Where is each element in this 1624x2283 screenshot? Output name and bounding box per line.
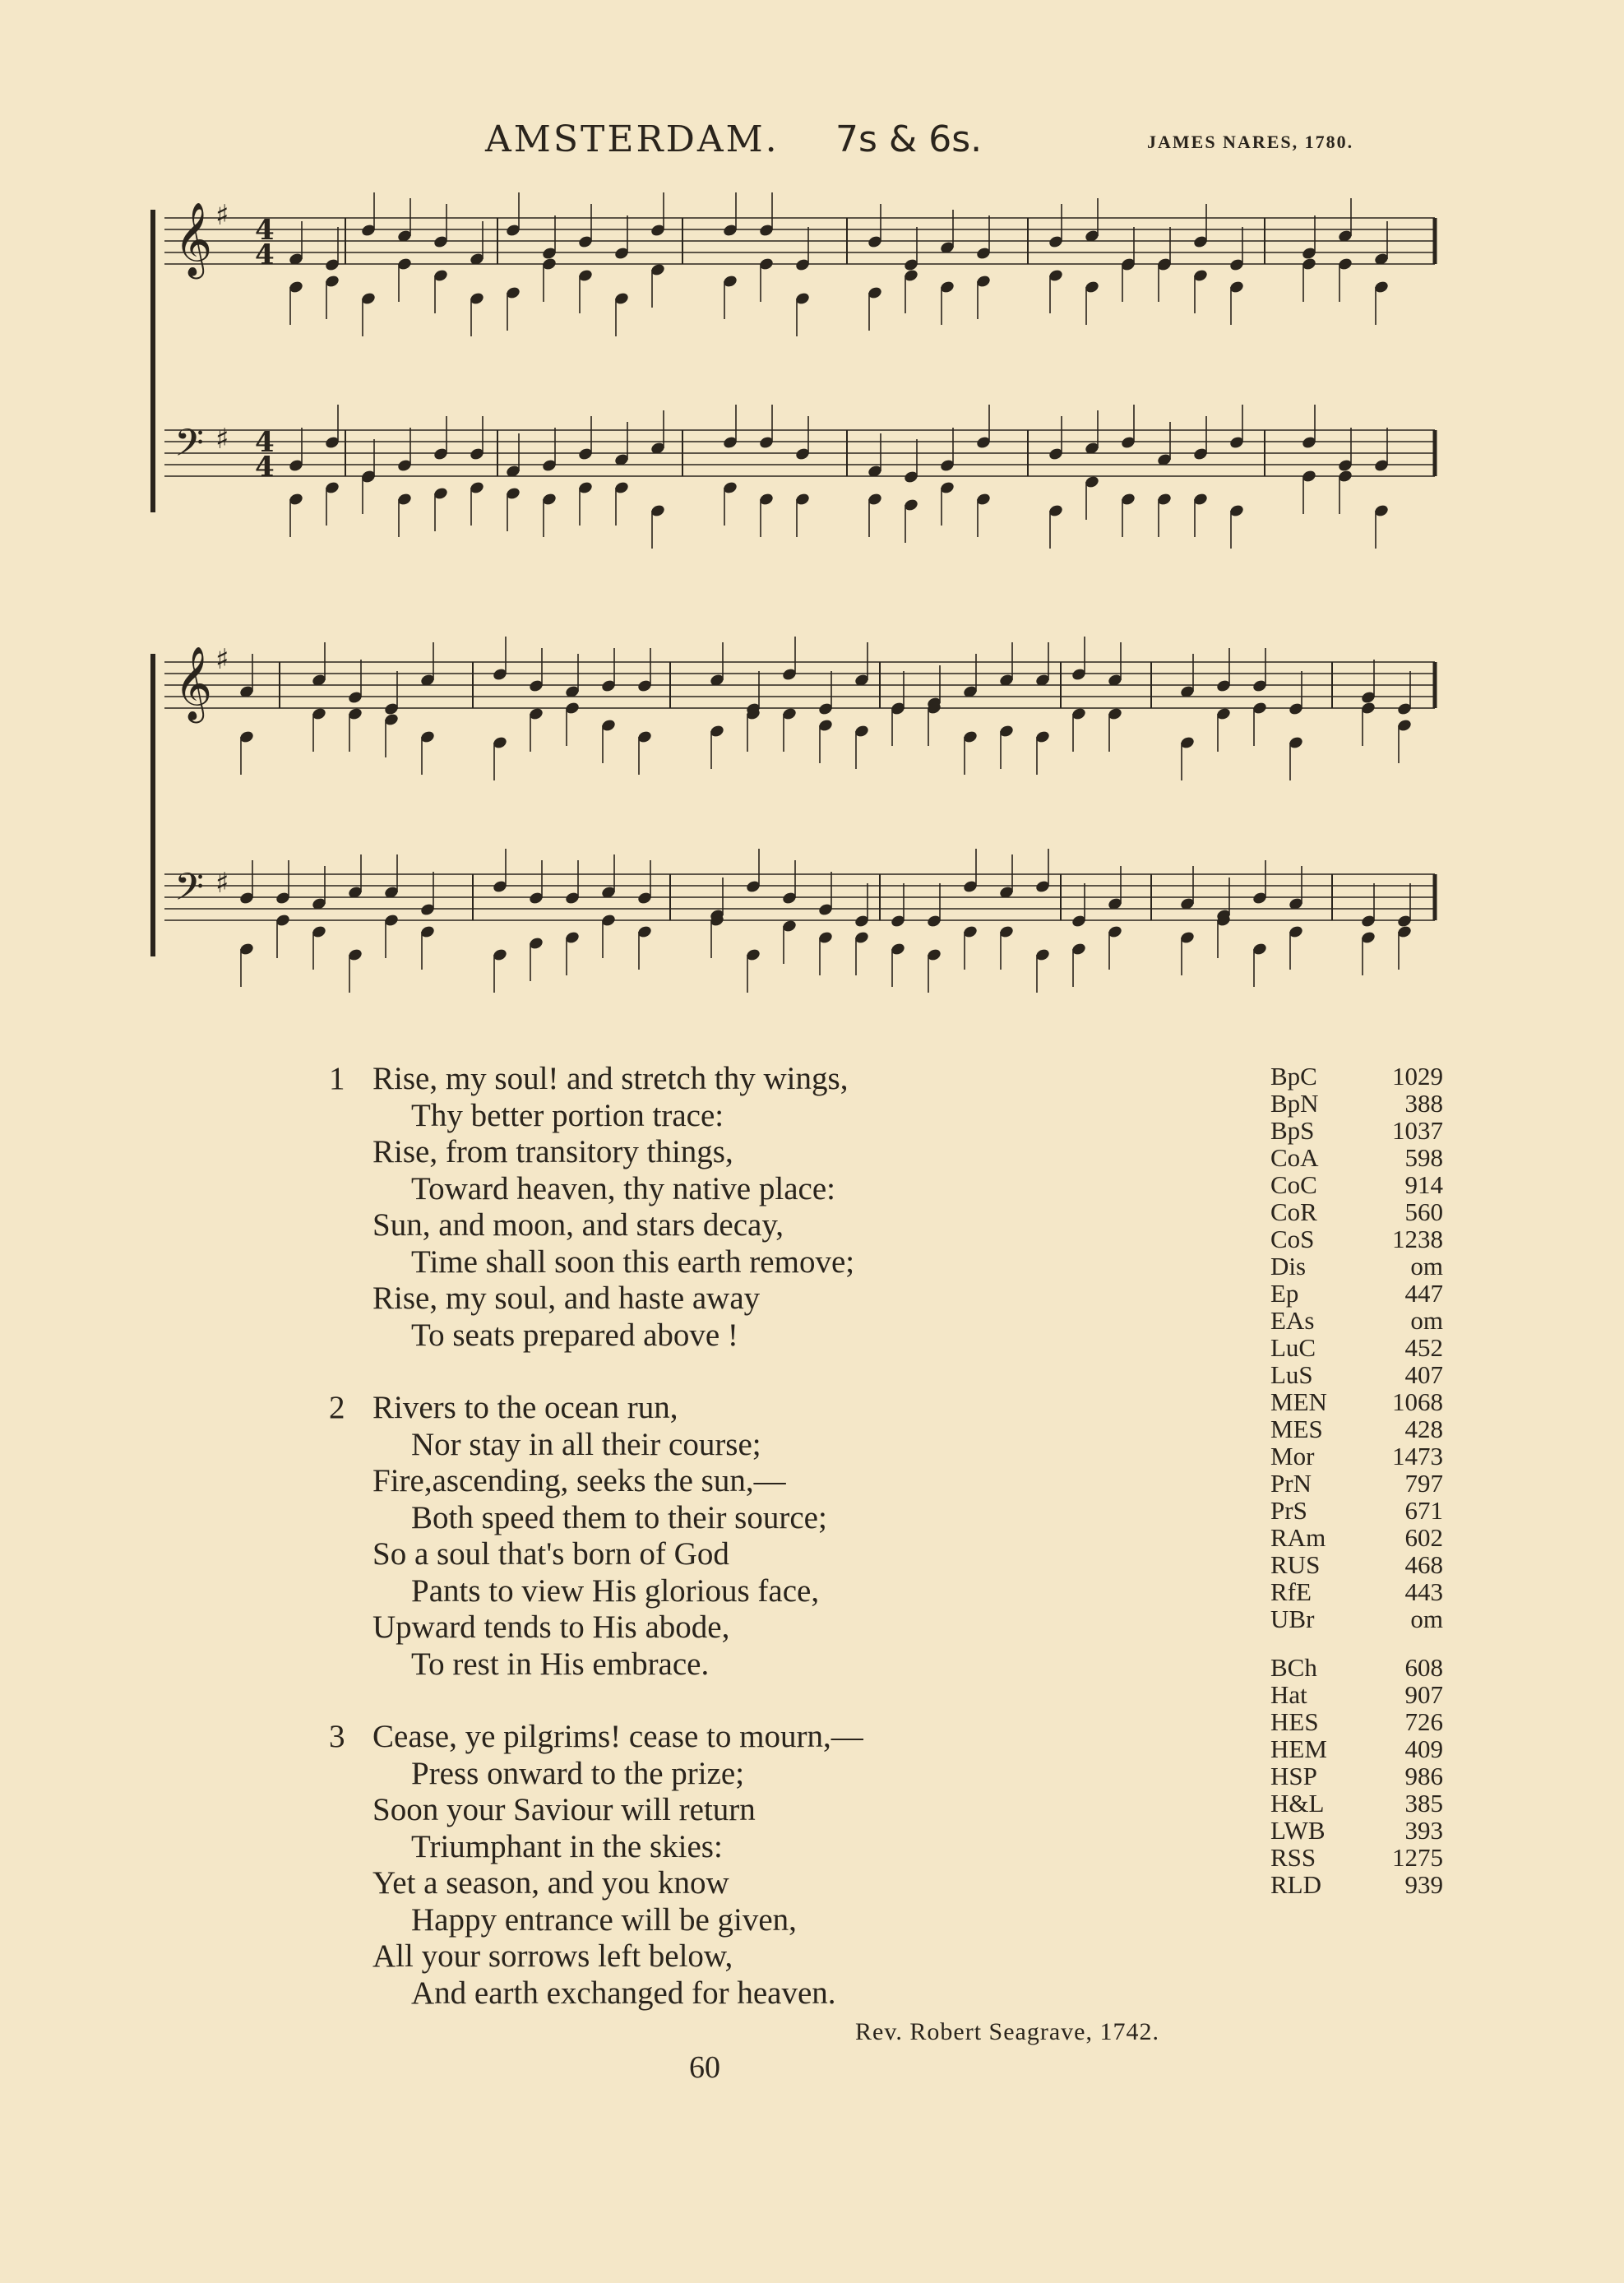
time-signature: 4 [255,426,275,459]
time-signature: 4 [255,238,275,271]
sharp-icon: ♯ [215,643,229,676]
reference-row [1270,1090,1443,1117]
reference-row [1270,1144,1443,1171]
hymn-author: Rev. Robert Seagrave, 1742. [855,2018,1159,2045]
verse-text: Yet a season, and you know [372,1865,729,1901]
bass-clef-icon: 𝄢 [174,865,205,919]
reference-book: LWB [1270,1816,1326,1845]
reference-gap [1270,1632,1443,1654]
reference-number: 598 [1404,1143,1443,1172]
reference-number: 385 [1404,1789,1443,1818]
time-signature: 4 [255,451,275,484]
reference-book: Dis [1270,1252,1307,1280]
reference-book: BpS [1270,1116,1315,1145]
reference-number: 671 [1404,1496,1443,1525]
verse-line [329,1463,1233,1500]
verse-line [329,1536,1233,1573]
verse-line [329,1609,1233,1646]
verse-text: Pants to view His glorious face, [411,1572,820,1609]
reference-number: 452 [1404,1333,1443,1362]
verse-text: Upward tends to His abode, [372,1609,730,1645]
reference-number: 1029 [1392,1062,1443,1091]
reference-book: CoS [1270,1225,1315,1253]
reference-number: om [1410,1306,1443,1335]
reference-row [1270,1253,1443,1280]
music-score [0,0,1624,1012]
verse-line [329,1171,1233,1208]
page-number: 60 [689,2050,720,2085]
reference-book: PrN [1270,1469,1312,1498]
reference-number: 602 [1404,1523,1443,1552]
verse-line [329,1134,1233,1171]
reference-book: RSS [1270,1843,1316,1872]
verse-text: Happy entrance will be given, [411,1901,797,1938]
reference-book: LuS [1270,1360,1313,1389]
stanza [329,1061,1233,1354]
reference-book: LuC [1270,1333,1316,1362]
verse-text: Toward heaven, thy native place: [411,1170,835,1206]
verse-line [329,1427,1233,1464]
reference-row [1270,1307,1443,1334]
reference-row [1270,1762,1443,1790]
reference-number: 468 [1404,1550,1443,1579]
reference-book: RfE [1270,1577,1312,1606]
verse-line [329,1975,1233,2012]
reference-book: Mor [1270,1442,1315,1470]
reference-row [1270,1578,1443,1605]
verse-text: Thy better portion trace: [411,1097,724,1133]
reference-row [1270,1654,1443,1681]
reference-number: 1068 [1392,1387,1443,1416]
reference-number: 388 [1404,1089,1443,1118]
reference-number: 560 [1404,1197,1443,1226]
stanza-number: 3 [329,1719,345,1754]
reference-book: EAs [1270,1306,1315,1335]
reference-book: RLD [1270,1870,1321,1899]
reference-row [1270,1225,1443,1253]
verse-text: Rise, from transitory things, [372,1134,733,1169]
reference-number: om [1410,1605,1443,1633]
verse-line [329,1317,1233,1355]
verse-line [329,1756,1233,1793]
reference-row [1270,1388,1443,1415]
verse-line [329,1792,1233,1829]
tune-title: AMSTERDAM. [485,118,780,160]
reference-row [1270,1198,1443,1225]
reference-row [1270,1524,1443,1551]
reference-row [1270,1497,1443,1524]
reference-row [1270,1443,1443,1470]
stanza [329,1390,1233,1683]
hymn-verses [329,1061,1233,2048]
verse-text: Soon your Saviour will return [372,1792,756,1827]
reference-number: 1238 [1392,1225,1443,1253]
reference-number: 428 [1404,1415,1443,1443]
reference-book: BpC [1270,1062,1317,1091]
verse-line [329,1573,1233,1610]
reference-number: 797 [1404,1469,1443,1498]
reference-row [1270,1551,1443,1578]
reference-row [1270,1817,1443,1844]
bass-clef-icon: 𝄢 [174,421,205,475]
reference-book: BCh [1270,1653,1317,1682]
verse-line [329,1646,1233,1683]
verse-text: Sun, and moon, and stars decay, [372,1207,784,1243]
reference-number: 726 [1404,1707,1443,1736]
reference-number: 447 [1404,1279,1443,1308]
time-signature: 4 [255,214,275,247]
verse-line [329,1098,1233,1135]
reference-row [1270,1415,1443,1443]
verse-text: To seats prepared above ! [411,1317,738,1353]
reference-row [1270,1871,1443,1898]
reference-number: om [1410,1252,1443,1280]
reference-book: PrS [1270,1496,1307,1525]
reference-book: Hat [1270,1680,1307,1709]
reference-number: 409 [1404,1734,1443,1763]
reference-book: HEM [1270,1734,1327,1763]
verse-text: Cease, ye pilgrims! cease to mourn,— [372,1719,863,1754]
reference-number: 914 [1404,1170,1443,1199]
reference-row [1270,1334,1443,1361]
verse-text: So a soul that's born of God [372,1536,729,1572]
verse-text: To rest in His embrace. [411,1646,710,1682]
reference-book: MES [1270,1415,1323,1443]
reference-row [1270,1171,1443,1198]
reference-row [1270,1280,1443,1307]
verse-line [329,1280,1233,1317]
reference-book: UBr [1270,1605,1315,1633]
stanza-number: 1 [329,1061,345,1096]
reference-row [1270,1844,1443,1871]
verse-text: Press onward to the prize; [411,1755,745,1791]
verse-line [329,1829,1233,1866]
verse-line [329,1207,1233,1244]
system-bracket [150,654,155,956]
reference-number: 407 [1404,1360,1443,1389]
stanza [329,1719,1233,2012]
reference-book: CoC [1270,1170,1317,1199]
tune-composer: JAMES NARES, 1780. [1147,132,1354,152]
sharp-icon: ♯ [215,867,229,900]
verse-text: Triumphant in the skies: [411,1828,723,1864]
reference-book: MEN [1270,1387,1327,1416]
verse-text: All your sorrows left below, [372,1938,733,1974]
reference-row [1270,1063,1443,1090]
sharp-icon: ♯ [215,423,229,456]
verse-text: Both speed them to their source; [411,1499,827,1535]
reference-book: RAm [1270,1523,1326,1552]
reference-row [1270,1605,1443,1632]
reference-number: 1037 [1392,1116,1443,1145]
verse-line [329,1061,1233,1098]
reference-book: RUS [1270,1550,1321,1579]
reference-row [1270,1790,1443,1817]
reference-book: CoA [1270,1143,1319,1172]
verse-line [329,1500,1233,1537]
reference-book: H&L [1270,1789,1325,1818]
reference-row [1270,1117,1443,1144]
verse-text: Fire,ascending, seeks the sun,— [372,1463,786,1498]
verse-line [329,1719,1233,1756]
stanza-number: 2 [329,1390,345,1425]
reference-book: Ep [1270,1279,1299,1308]
reference-number: 986 [1404,1762,1443,1790]
tune-meter: 7s & 6s. [835,118,983,160]
verse-text: Rise, my soul, and haste away [372,1280,761,1316]
treble-clef-icon: 𝄞 [174,202,213,276]
system-bracket [150,210,155,512]
treble-clef-icon: 𝄞 [174,646,213,720]
reference-row [1270,1361,1443,1388]
reference-number: 939 [1404,1870,1443,1899]
reference-number: 443 [1404,1577,1443,1606]
verse-text: Rivers to the ocean run, [372,1390,678,1425]
verse-text: Time shall soon this earth remove; [411,1243,855,1280]
reference-number: 393 [1404,1816,1443,1845]
reference-book: HSP [1270,1762,1317,1790]
verse-line [329,1902,1233,1939]
reference-book: HES [1270,1707,1319,1736]
reference-row [1270,1708,1443,1735]
verse-line [329,1390,1233,1427]
reference-number: 1473 [1392,1442,1443,1470]
reference-row [1270,1470,1443,1497]
reference-number: 1275 [1392,1843,1443,1872]
reference-number: 907 [1404,1680,1443,1709]
verse-text: Nor stay in all their course; [411,1426,761,1462]
reference-book: CoR [1270,1197,1317,1226]
sharp-icon: ♯ [215,199,229,232]
verse-text: And earth exchanged for heaven. [411,1975,836,2011]
reference-number: 608 [1404,1653,1443,1682]
reference-book: BpN [1270,1089,1319,1118]
reference-row [1270,1735,1443,1762]
verse-text: Rise, my soul! and stretch thy wings, [372,1061,849,1096]
verse-line [329,1938,1233,1975]
verse-line [329,1244,1233,1281]
hymnal-references [1270,1063,1443,1898]
verse-line [329,1865,1233,1902]
reference-row [1270,1681,1443,1708]
